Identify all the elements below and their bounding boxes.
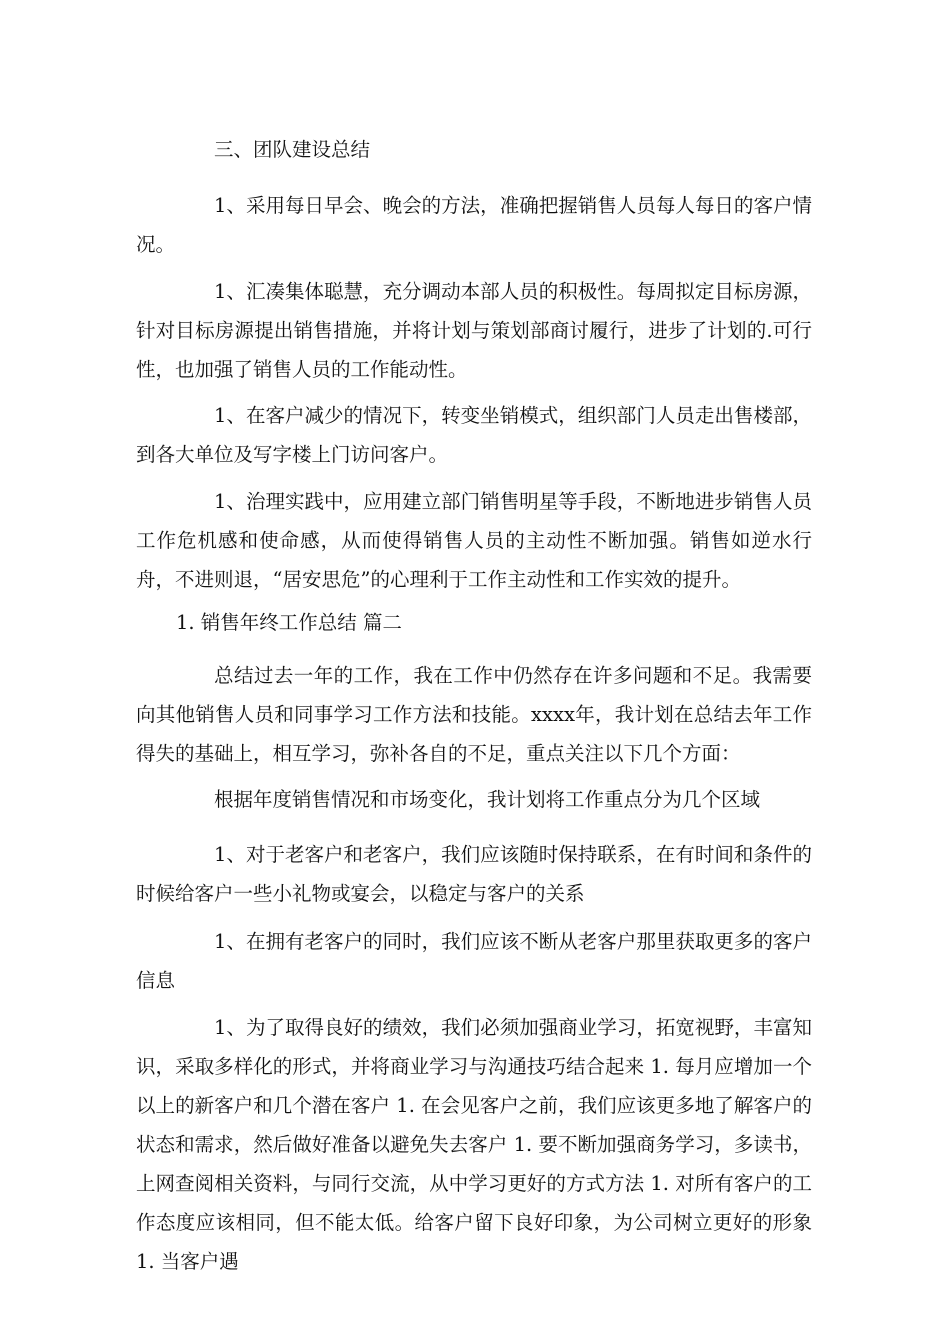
paragraph: 1、汇凑集体聪慧，充分调动本部人员的积极性。每周拟定目标房源，针对目标房源提出销售措施，并将计划与策划部商讨履行，进步了计划的.可行性，也加强了销售人员的工作能动性。 — [136, 280, 812, 381]
paragraph: 1、在拥有老客户的同时，我们应该不断从老客户那里获取更多的客户信息 — [136, 930, 812, 992]
paragraph: 1、采用每日早会、晚会的方法，准确把握销售人员每人每日的客户情况。 — [136, 194, 812, 256]
section-heading-part-two: 1. 销售年终工作总结 篇二 — [176, 611, 403, 634]
paragraph: 1、治理实践中，应用建立部门销售明星等手段，不断地进步销售人员工作危机感和使命感，从而使得销售人员的主动性不断加强。销售如逆水行舟，不进则退，“居安思危”的心理利于工作主动性和工作实效的提升。 — [136, 490, 812, 591]
paragraph: 根据年度销售情况和市场变化，我计划将工作重点分为几个区域 — [214, 788, 761, 811]
paragraph: 1、为了取得良好的绩效，我们必须加强商业学习，拓宽视野，丰富知识，采取多样化的形式，并将商业学习与沟通技巧结合起来 1. 每月应增加一个以上的新客户和几个潜在客户 1. 在会见客户之前，我们应该更多地了解客户的状态和需求，然后做好准备以避免失去客户 1. 要不断加强商务学习，多读书，上网查阅相关资料，与同行交流，从中学习更好的方式方法 1. 对所有客户的工作态度应该相同，但不能太低。给客户留下良好印象，为公司树立更好的形象 1. 当客户遇 — [136, 1016, 812, 1273]
paragraph: 1、在客户减少的情况下，转变坐销模式，组织部门人员走出售楼部，到各大单位及写字楼上门访问客户。 — [136, 404, 812, 466]
section-heading-team-building: 三、团队建设总结 — [214, 138, 371, 161]
paragraph: 总结过去一年的工作，我在工作中仍然存在许多问题和不足。我需要向其他销售人员和同事学习工作方法和技能。xxxx年，我计划在总结去年工作得失的基础上，相互学习，弥补各自的不足，重点关注以下几个方面： — [136, 664, 812, 765]
paragraph: 1、对于老客户和老客户，我们应该随时保持联系，在有时间和条件的时候给客户一些小礼物或宴会，以稳定与客户的关系 — [136, 843, 812, 905]
